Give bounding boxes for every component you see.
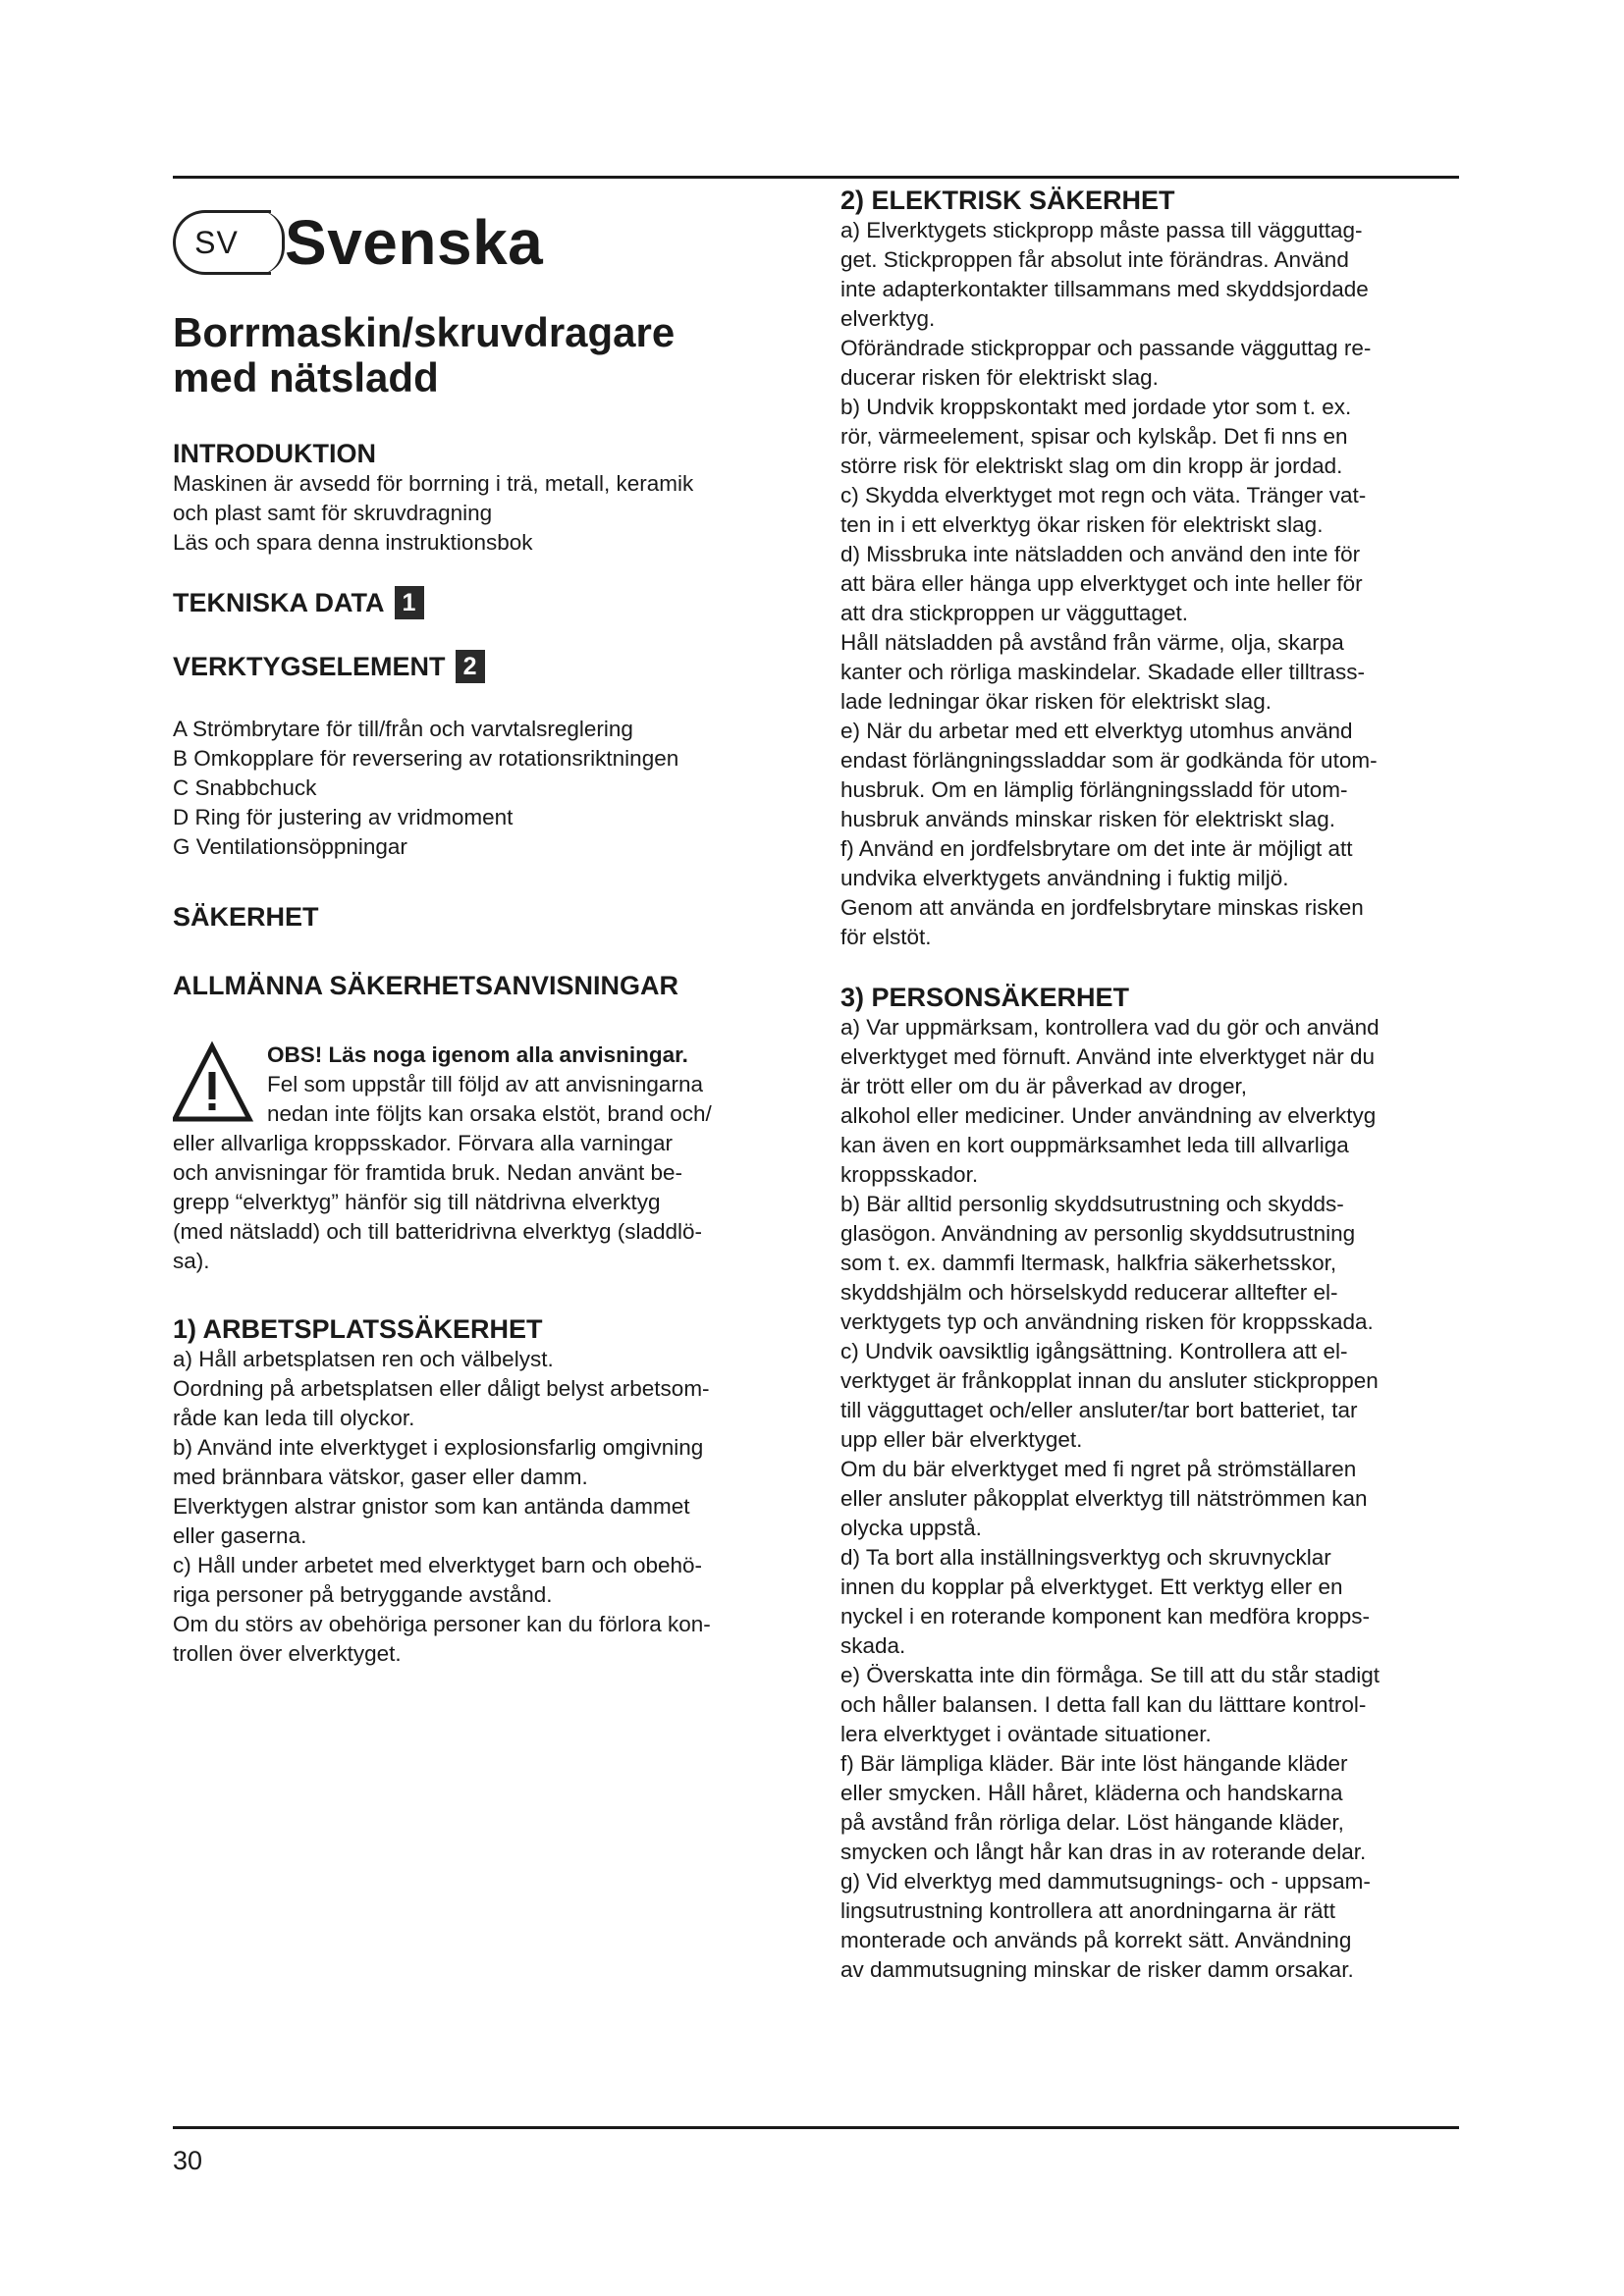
electrical-safety-heading: 2) ELEKTRISK SÄKERHET: [840, 186, 1175, 215]
text-line: a) Var uppmärksam, kontrollera vad du gör och använd: [840, 1015, 1380, 1040]
text-line: kanter och rörliga maskindelar. Skadade eller tilltrass-: [840, 660, 1365, 684]
tool-elements-heading: VERKTYGSELEMENT 2: [173, 651, 795, 685]
text-line: Oförändrade stickproppar och passande vägguttag re-: [840, 336, 1372, 360]
text-line: Om du bär elverktyget med fi ngret på strömställaren: [840, 1457, 1357, 1481]
text-line: innen du kopplar på elverktyget. Ett verktyg eller en: [840, 1575, 1343, 1599]
bottom-rule: [173, 2126, 1459, 2129]
list-item: A Strömbrytare för till/från och varvtalsreglering: [173, 716, 633, 741]
intro-heading: INTRODUKTION: [173, 439, 376, 468]
safety-heading: SÄKERHET: [173, 901, 319, 932]
language-header: [173, 188, 795, 296]
text-line: a) Elverktygets stickpropp måste passa till vägguttag-: [840, 218, 1363, 242]
top-rule: [173, 176, 1459, 179]
text-line: inte adapterkontakter tillsammans med skyddsjordade: [840, 277, 1369, 301]
text-line: monterade och används på korrekt sätt. Användning: [840, 1928, 1352, 1952]
text-line: husbruk används minskar risken för elektriskt slag.: [840, 807, 1335, 831]
intro-text: Maskinen är avsedd för borrning i trä, metall, keramik och plast samt för skruvdragning Läs och spara denna instruktionsbok: [173, 471, 694, 555]
text-line: c) Undvik oavsiktlig igångsättning. Kontrollera att el-: [840, 1339, 1348, 1363]
text-line: c) Skydda elverktyget mot regn och väta. Tränger vat-: [840, 483, 1367, 507]
text-line: e) När du arbetar med ett elverktyg utomhus använd: [840, 719, 1353, 743]
text-line: glasögon. Användning av personlig skyddsutrustning: [840, 1221, 1356, 1246]
text-line: Håll nätsladden på avstånd från värme, olja, skarpa: [840, 630, 1344, 655]
text-line: för elstöt.: [840, 925, 932, 949]
text-line: av dammutsugning minskar de risker damm orsakar.: [840, 1957, 1354, 1982]
text-line: b) Bär alltid personlig skyddsutrustning och skydds-: [840, 1192, 1344, 1216]
text-line: d) Ta bort alla inställningsverktyg och skruvnycklar: [840, 1545, 1331, 1570]
text-line: ten in i ett elverktyg ökar risken för elektriskt slag.: [840, 512, 1324, 537]
personal-safety-text: [840, 1013, 1463, 1985]
text-line: Genom att använda en jordfelsbrytare minskas risken: [840, 895, 1364, 920]
text-line: smycken och långt hår kan dras in av roterande delar.: [840, 1840, 1367, 1864]
language-name: Svenska: [285, 207, 544, 278]
text-line: nyckel i en roterande komponent kan medföra kropps-: [840, 1604, 1371, 1629]
list-item: G Ventilationsöppningar: [173, 833, 407, 859]
warning-bold-text: OBS! Läs noga igenom alla anvisningar.: [267, 1041, 688, 1067]
workplace-safety-heading: 1) ARBETSPLATSSÄKERHET: [173, 1313, 543, 1344]
warning-block: OBS! Läs noga igenom alla anvisningar. Fel som uppstår till följd av att anvisningarna nedan inte följts kan orsaka elstöt, brand och/ eller allvarliga kroppsskador. Förvara alla varningar och anvisningar för framtida bruk. Nedan använt be- grepp “elverktyg” hänför sig till nätdrivna elverktyg (med nätsladd) och till batteridrivna elverktyg (sladdlö- sa).: [173, 1041, 795, 1276]
text-line: upp eller bär elverktyget.: [840, 1427, 1083, 1452]
text-line: och håller balansen. I detta fall kan du lätttare kontrol-: [840, 1692, 1367, 1717]
text-line: verktyget är frånkopplat innan du ansluter stickproppen: [840, 1368, 1379, 1393]
text-line: är trött eller om du är påverkad av droger,: [840, 1074, 1247, 1098]
text-line: g) Vid elverktyg med dammutsugnings- och - uppsam-: [840, 1869, 1371, 1894]
workplace-safety-text: a) Håll arbetsplatsen ren och välbelyst. Oordning på arbetsplatsen eller dåligt belyst arbetsom- råde kan leda till olyckor. b) Använd inte elverktyget i explosionsfarlig omgivning med brännbara vätskor, gaser eller damm. Elverktygen alstrar gnistor som kan antända dammet eller gaserna. c) Håll under arbetet med elverktyget barn och obehö- riga personer på betryggande avstånd. Om du störs av obehöriga personer kan du förlora kon- trollen över elverktyget.: [173, 1346, 711, 1666]
text-line: eller smycken. Håll håret, kläderna och handskarna: [840, 1781, 1343, 1805]
text-line: verktygets typ och användning risken för kroppsskada.: [840, 1309, 1374, 1334]
right-column: [840, 185, 1463, 1985]
document-title: Borrmaskin/skruvdragare med nätsladd: [173, 309, 676, 400]
text-line: e) Överskatta inte din förmåga. Se till att du står stadigt: [840, 1663, 1380, 1687]
text-line: skyddshjälm och hörselskydd reducerar alltefter el-: [840, 1280, 1338, 1305]
text-line: eller ansluter påkopplat elverktyg till nätströmmen kan: [840, 1486, 1368, 1511]
text-line: som t. ex. dammfi ltermask, halkfria säkerhetsskor,: [840, 1251, 1337, 1275]
text-line: lade ledningar ökar risken för elektriskt slag.: [840, 689, 1272, 714]
general-safety-heading: ALLMÄNNA SÄKERHETSANVISNINGAR: [173, 970, 679, 1000]
personal-safety-heading: 3) PERSONSÄKERHET: [840, 983, 1130, 1012]
text-line: alkohol eller mediciner. Under användning av elverktyg: [840, 1103, 1377, 1128]
figure-1-badge: 1: [395, 586, 424, 619]
left-column: [173, 187, 795, 1669]
text-line: till vägguttaget och/eller ansluter/tar bort batteriet, tar: [840, 1398, 1358, 1422]
text-line: ducerar risken för elektriskt slag.: [840, 365, 1159, 390]
text-line: f) Använd en jordfelsbrytare om det inte är möjligt att: [840, 836, 1353, 861]
tech-data-heading: TEKNISKA DATA 1: [173, 587, 795, 621]
list-item: C Snabbchuck: [173, 774, 317, 800]
text-line: get. Stickproppen får absolut inte förändras. Använd: [840, 247, 1349, 272]
text-line: på avstånd från rörliga delar. Löst hängande kläder,: [840, 1810, 1344, 1835]
text-line: olycka uppstå.: [840, 1516, 982, 1540]
text-line: b) Undvik kroppskontakt med jordade ytor som t. ex.: [840, 395, 1352, 419]
list-item: D Ring för justering av vridmoment: [173, 804, 514, 829]
figure-2-badge: 2: [456, 650, 485, 683]
text-line: att bära eller hänga upp elverktyget och inte heller för: [840, 571, 1363, 596]
text-line: kan även en kort ouppmärksamhet leda till allvarliga: [840, 1133, 1349, 1157]
language-code-badge: SV: [173, 210, 271, 275]
text-line: d) Missbruka inte nätsladden och använd den inte för: [840, 542, 1361, 566]
text-line: skada.: [840, 1633, 906, 1658]
warning-triangle-icon: [173, 1041, 267, 1129]
text-line: elverktyg.: [840, 306, 936, 331]
text-line: elverktyget med förnuft. Använd inte elverktyget när du: [840, 1044, 1376, 1069]
text-line: kroppsskador.: [840, 1162, 979, 1187]
text-line: husbruk. Om en lämplig förlängningssladd för utom-: [840, 777, 1348, 802]
tool-elements-list: [173, 715, 795, 862]
text-line: lera elverktyget i oväntade situationer.: [840, 1722, 1212, 1746]
text-line: f) Bär lämpliga kläder. Bär inte löst hängande kläder: [840, 1751, 1348, 1776]
list-item: B Omkopplare för reversering av rotationsriktningen: [173, 745, 679, 771]
text-line: att dra stickproppen ur vägguttaget.: [840, 601, 1188, 625]
text-line: lingsutrustning kontrollera att anordningarna är rätt: [840, 1898, 1336, 1923]
text-line: undvika elverktygets användning i fuktig miljö.: [840, 866, 1289, 890]
page-number: 30: [173, 2146, 203, 2175]
text-line: rör, värmeelement, spisar och kylskåp. Det fi nns en: [840, 424, 1348, 449]
text-line: större risk för elektriskt slag om din kropp är jordad.: [840, 454, 1343, 478]
electrical-safety-text: [840, 216, 1463, 952]
text-line: endast förlängningssladdar som är godkända för utom-: [840, 748, 1378, 773]
